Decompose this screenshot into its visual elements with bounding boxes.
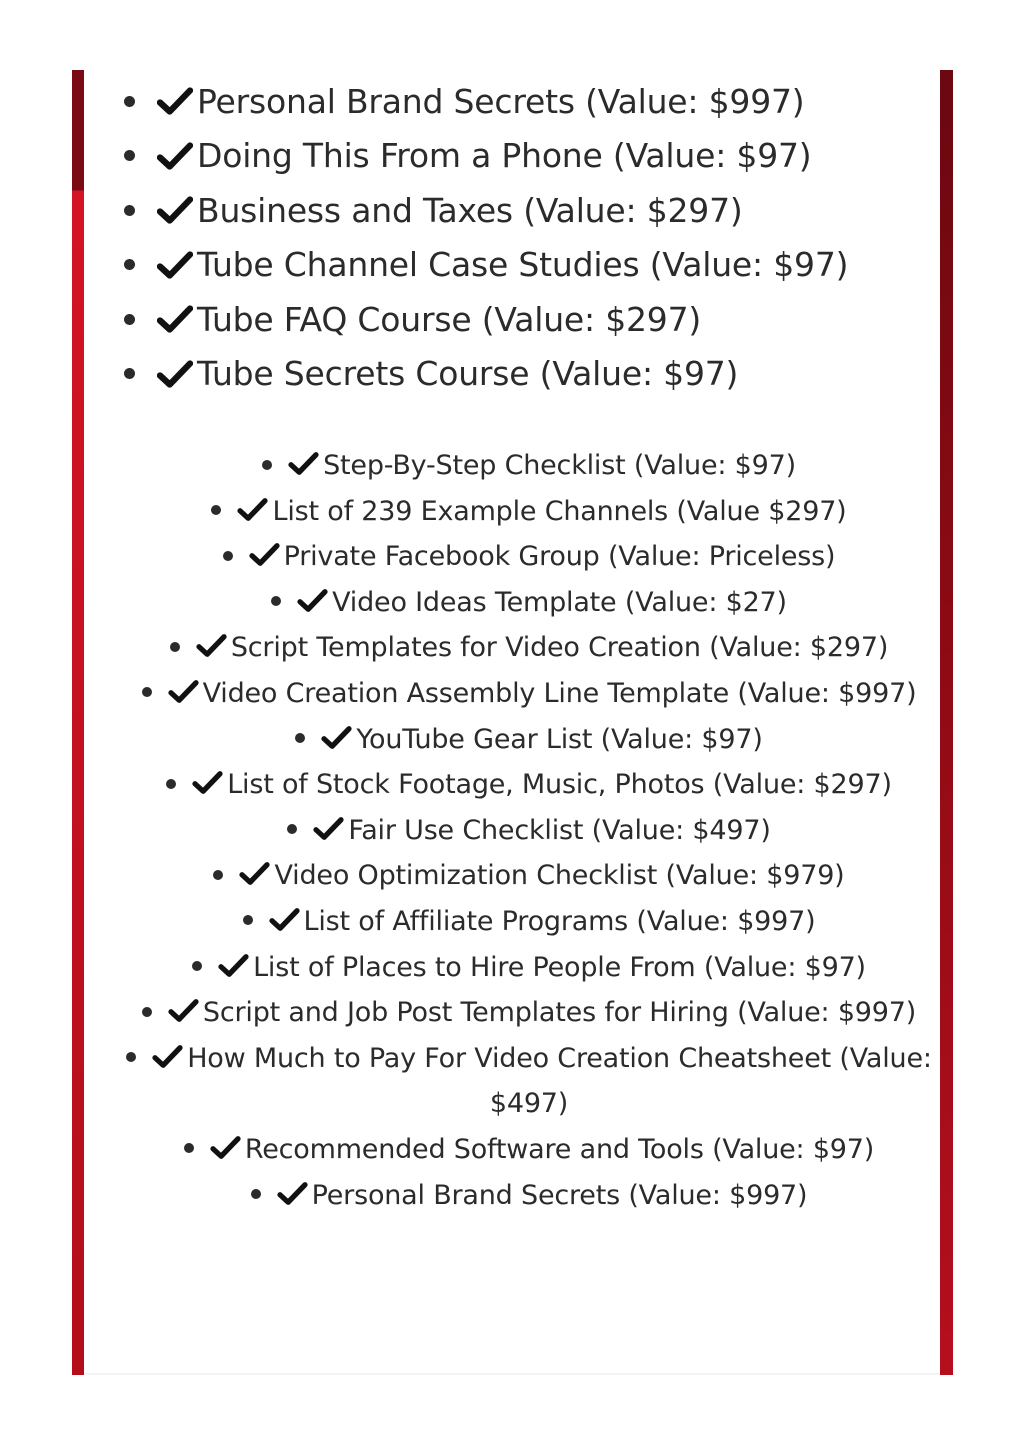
- bullet-dot-icon: [142, 687, 152, 697]
- item-label: Recommended Software and Tools (Value: $97): [244, 1133, 875, 1165]
- checkmark-icon: [192, 770, 223, 795]
- bullet-dot-icon: [271, 596, 281, 606]
- checkmark-icon: [157, 304, 193, 334]
- checkmark-icon: [157, 141, 193, 171]
- bullet-dot-icon: [142, 1007, 152, 1017]
- list-item: [124, 671, 934, 717]
- item-label: Script and Job Post Templates for Hiring (Value: $997): [202, 997, 917, 1029]
- bullet-dot-icon: [295, 733, 305, 743]
- checkmark-icon: [157, 195, 193, 225]
- item-label: Fair Use Checklist (Value: $497): [348, 814, 771, 846]
- list-item: [124, 347, 934, 402]
- list-item: [124, 990, 934, 1036]
- bullet-dot-icon: [166, 779, 176, 789]
- bullet-dot-icon: [262, 460, 272, 470]
- bullet-dot-icon: [124, 314, 135, 325]
- list-item: [124, 238, 934, 293]
- item-label: Video Optimization Checklist (Value: $979): [274, 860, 845, 892]
- checkmark-icon: [239, 861, 270, 886]
- item-label: Tube FAQ Course (Value: $297): [197, 299, 702, 339]
- item-label: Tube Channel Case Studies (Value: $97): [197, 245, 849, 285]
- right-accent-bar: [940, 70, 953, 1375]
- checkmark-icon: [157, 86, 193, 116]
- bullet-dot-icon: [184, 1143, 194, 1153]
- bullet-dot-icon: [126, 1052, 136, 1062]
- item-label: Doing This From a Phone (Value: $97): [197, 136, 812, 176]
- checkmark-icon: [218, 953, 249, 978]
- list-item: [124, 443, 934, 489]
- bullet-dot-icon: [192, 961, 202, 971]
- list-item: [124, 1036, 934, 1127]
- item-label: Personal Brand Secrets (Value: $997): [311, 1179, 808, 1211]
- checkmark-icon: [297, 588, 328, 613]
- list-item: [124, 625, 934, 671]
- bullet-dot-icon: [124, 150, 135, 161]
- item-label: How Much to Pay For Video Creation Cheatsheet (Value: $497): [187, 1042, 932, 1120]
- bullet-dot-icon: [211, 505, 221, 515]
- list-item: [124, 808, 934, 854]
- checkmark-icon: [269, 907, 300, 932]
- list-item: [124, 580, 934, 626]
- item-label: Step-By-Step Checklist (Value: $97): [323, 450, 796, 481]
- checkmark-icon: [321, 725, 352, 750]
- checkmark-icon: [210, 1135, 241, 1160]
- item-label: Video Ideas Template (Value: $27): [332, 586, 787, 618]
- offer-list-panel: [84, 70, 940, 1375]
- primary-items-list: [124, 74, 934, 401]
- bonus-items-list: [124, 443, 934, 1218]
- list-item: [124, 899, 934, 945]
- bullet-dot-icon: [124, 205, 135, 216]
- checkmark-icon: [196, 633, 227, 658]
- list-item: [124, 945, 934, 991]
- item-label: Video Creation Assembly Line Template (Value: $997): [202, 677, 917, 709]
- list-item: [124, 489, 934, 535]
- checkmark-icon: [152, 1044, 183, 1069]
- bullet-dot-icon: [287, 824, 297, 834]
- item-label: Tube Secrets Course (Value: $97): [197, 354, 739, 394]
- list-item: [124, 762, 934, 808]
- list-item: [124, 717, 934, 763]
- bullet-dot-icon: [243, 915, 253, 925]
- item-label: YouTube Gear List (Value: $97): [356, 723, 763, 755]
- item-label: List of Places to Hire People From (Value: $97): [253, 951, 866, 983]
- bullet-dot-icon: [124, 96, 135, 107]
- checkmark-icon: [157, 359, 193, 389]
- list-item: [124, 129, 934, 184]
- item-label: Private Facebook Group (Value: Priceless): [283, 541, 836, 573]
- checkmark-icon: [168, 679, 199, 704]
- checkmark-icon: [168, 998, 199, 1023]
- list-item: [124, 74, 934, 129]
- checkmark-icon: [313, 816, 344, 841]
- bullet-dot-icon: [170, 642, 180, 652]
- bullet-dot-icon: [213, 870, 223, 880]
- checkmark-icon: [237, 497, 268, 522]
- list-item: [124, 292, 934, 347]
- list-item: [124, 1127, 934, 1173]
- checkmark-icon: [249, 542, 280, 567]
- list-item: [124, 183, 934, 238]
- item-label: Script Templates for Video Creation (Value: $297): [230, 632, 889, 664]
- item-label: List of Affiliate Programs (Value: $997): [303, 905, 816, 937]
- list-item: [124, 853, 934, 899]
- list-item: [124, 534, 934, 580]
- item-label: Business and Taxes (Value: $297): [197, 190, 743, 230]
- bullet-dot-icon: [124, 368, 135, 379]
- item-label: Personal Brand Secrets (Value: $997): [197, 81, 805, 121]
- list-item: [124, 1173, 934, 1219]
- left-accent-bar: [72, 70, 84, 1375]
- item-label: List of Stock Footage, Music, Photos (Value: $297): [227, 769, 892, 801]
- bullet-dot-icon: [251, 1189, 261, 1199]
- panel-bottom-edge: [84, 1373, 940, 1375]
- bullet-dot-icon: [223, 551, 233, 561]
- bullet-dot-icon: [124, 259, 135, 270]
- checkmark-icon: [157, 250, 193, 280]
- checkmark-icon: [288, 451, 319, 476]
- checkmark-icon: [277, 1181, 308, 1206]
- item-label: List of 239 Example Channels (Value $297): [272, 495, 847, 527]
